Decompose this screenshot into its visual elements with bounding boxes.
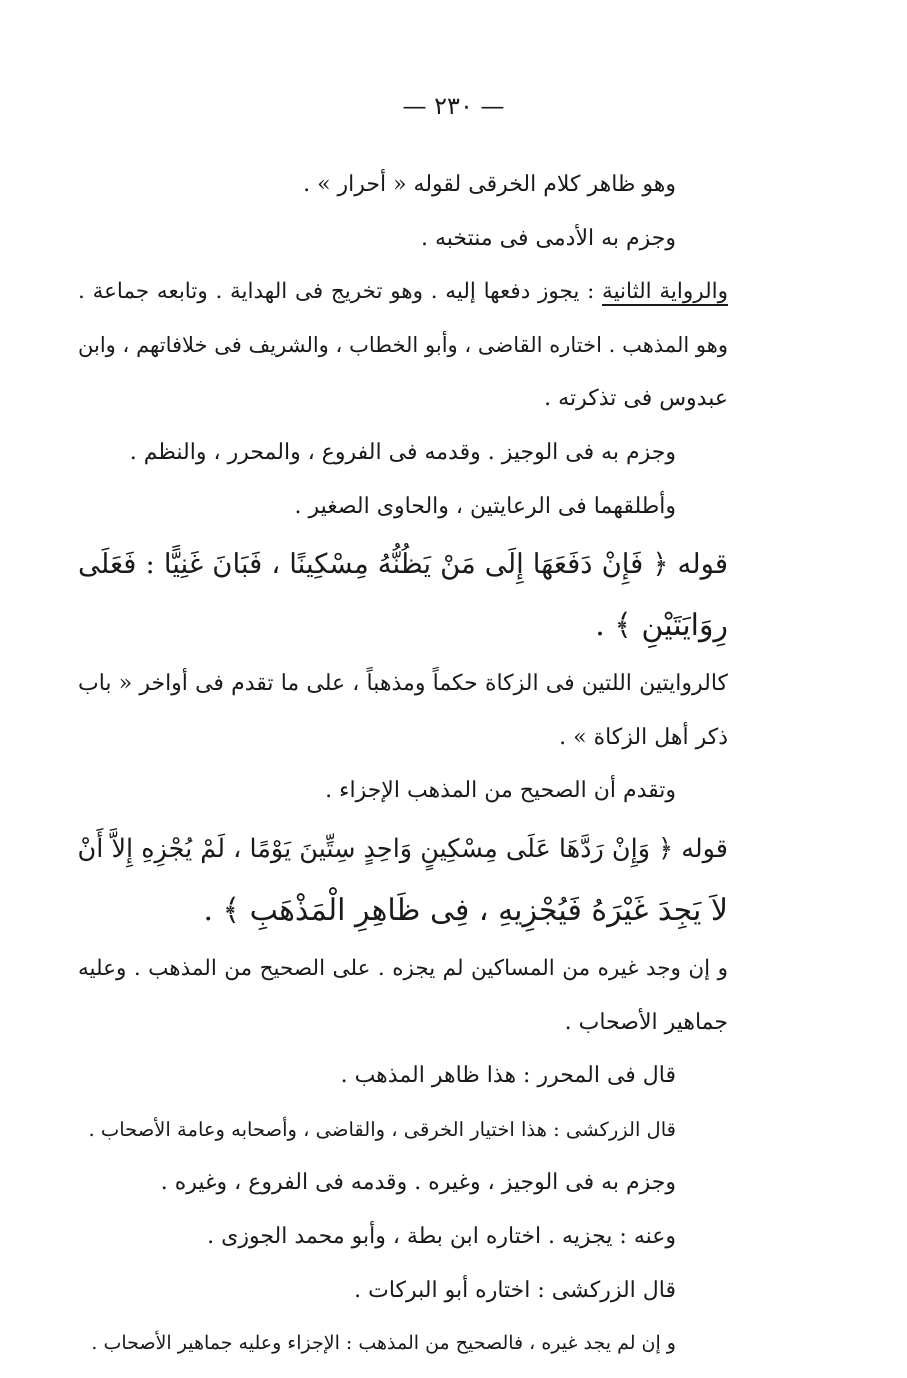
text-line [78, 212, 728, 266]
text-line [78, 480, 728, 534]
text-line [78, 1049, 728, 1103]
page-body [78, 158, 728, 1371]
text-line [78, 158, 728, 212]
line-text: وأطلقهما فى الرعايتين ، والحاوى الصغير . [294, 493, 676, 519]
line-text: وعنه : يجزيه . اختاره ابن بطة ، وأبو محمد الجوزى . [207, 1223, 676, 1249]
text-line [78, 942, 728, 996]
line-text: قوله ﴿ وَإِنْ رَدَّهَا عَلَى مِسْكِينٍ وَاحِدٍ سِتِّينَ يَوْمًا ، لَمْ يُجْزِهِ إِلاَّ أَنْ [77, 833, 728, 864]
line-text: و إن لم يجد غيره ، فالصحيح من المذهب : الإجزاء وعليه جماهير الأصحاب . [91, 1332, 676, 1355]
line-text: : يجوز دفعها إليه . وهو تخريج فى الهداية . وتابعه جماعة . [78, 279, 603, 305]
line-text: جماهير الأصحاب . [564, 1009, 728, 1035]
text-line [78, 1210, 728, 1264]
text-line [78, 711, 728, 765]
text-line [78, 764, 728, 818]
line-text: كالروايتين اللتين فى الزكاة حكماً ومذهباً ، على ما تقدم فى أواخر « باب [78, 671, 728, 697]
text-line [78, 1317, 728, 1371]
text-line [78, 1103, 728, 1157]
text-line [78, 1156, 728, 1210]
line-text: ذكر أهل الزكاة » . [559, 724, 728, 750]
line-text: رِوَايَتَيْنِ ﴾ . [595, 608, 728, 644]
text-line [78, 426, 728, 480]
line-text: قال الزركشى : هذا اختيار الخرقى ، والقاضى ، وأصحابه وعامة الأصحاب . [88, 1117, 676, 1141]
page-number: — ٢٣٠ — [402, 92, 505, 120]
line-text: وهو ظاهر كلام الخرقى لقوله « أحرار » . [303, 172, 676, 197]
line-text: وهو المذهب . اختاره القاضى ، وأبو الخطاب ، والشريف فى خلافاتهم ، وابن [78, 332, 728, 357]
line-text: وجزم به فى الوجيز . وقدمه فى الفروع ، والمحرر ، والنظم . [129, 439, 676, 465]
text-line [78, 265, 728, 319]
text-line [78, 595, 728, 657]
line-text: و إن وجد غيره من المساكين لم يجزه . على الصحيح من المذهب . وعليه [78, 955, 728, 981]
text-line [78, 818, 728, 880]
text-line [78, 372, 728, 426]
text-line [78, 996, 728, 1050]
line-text: لاَ يَجِدَ غَيْرَهُ فَيُجْزِيهِ ، فِى ظَاهِرِ الْمَذْهَبِ ﴾ . [203, 892, 728, 928]
text-line [78, 880, 728, 942]
line-text: وتقدم أن الصحيح من المذهب الإجزاء . [325, 778, 676, 804]
line-text: قال الزركشى : اختاره أبو البركات . [354, 1277, 676, 1303]
underlined-heading: والرواية الثانية [602, 279, 728, 305]
line-text: عبدوس فى تذكرته . [544, 386, 728, 412]
text-line [78, 533, 728, 595]
text-line [78, 657, 728, 711]
text-line [78, 319, 728, 373]
line-text: قال فى المحرر : هذا ظاهر المذهب . [340, 1063, 676, 1089]
line-text: وجزم به الأدمى فى منتخبه . [421, 225, 676, 251]
line-text: قوله ﴿ فَإِنْ دَفَعَهَا إِلَى مَنْ يَظُنُّهُ مِسْكِينًا ، فَبَانَ غَنِيًّا : فَعَلَى [78, 548, 728, 581]
line-text: وجزم به فى الوجيز ، وغيره . وقدمه فى الفروع ، وغيره . [160, 1170, 676, 1196]
text-line [78, 1264, 728, 1318]
